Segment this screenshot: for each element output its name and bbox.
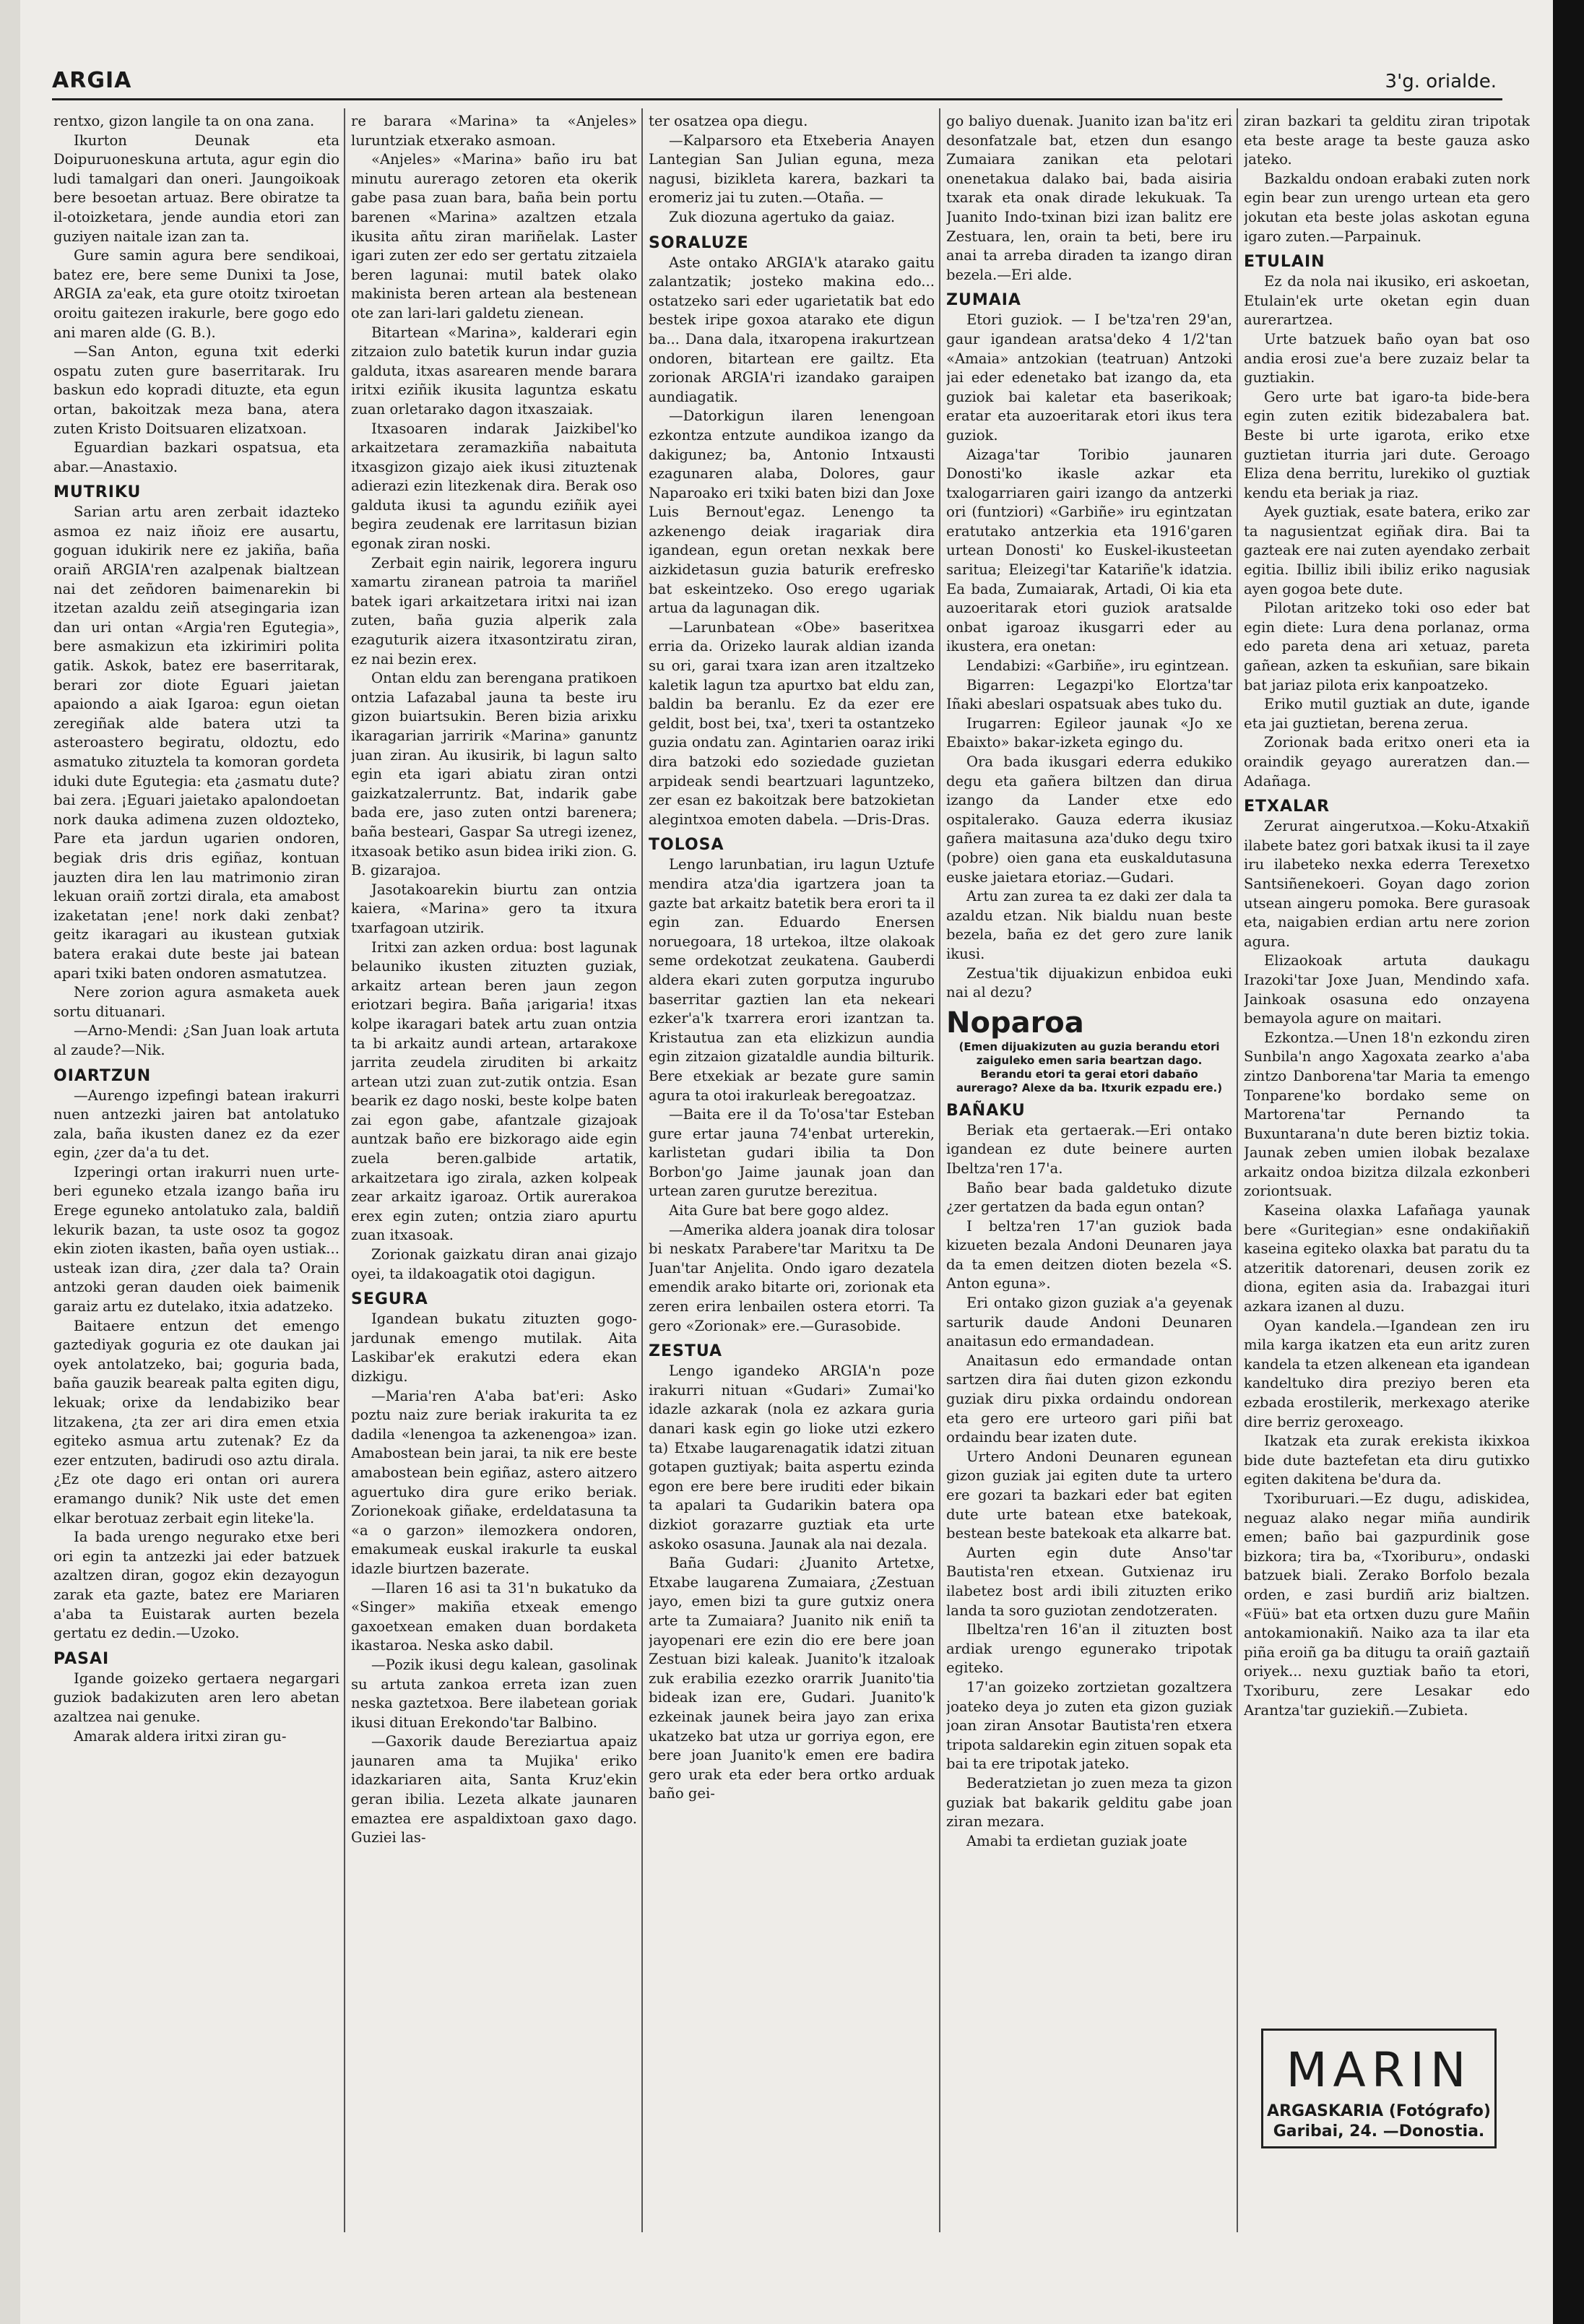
column-rule [641,108,643,2232]
section-heading: TOLOSA [649,836,724,855]
paragraph: Lengo igandeko ARGIA'n poze irakurri nituan «Gudari» Zumai'ko idazle azkarak (nola ez azkara guria danari kask egin go lioke utzi ezkero ta) Etxabe laugarenagatik idatzi zituan gotapen guztiyak; baita aspertu ezinda egon ere bere bere iruditi eder bikain ta apalari ta Gudarikin batera opa dizkiot gorazarre guztiak eta urte askoko osasuna. Jaunak ala nai dezala. [649,1362,935,1552]
section-heading: SEGURA [351,1290,428,1309]
paragraph: Lengo larunbatian, iru lagun Uztufe mendira atza'dia igartzera joan ta gazte bat arkaitz batetik bera erori ta il egin zan. Eduardo Enersen noruegoara, 18 urtekoa, iltze olakoak seme ordekotzat zeukatena. Gauberdi aldera ekari zuten gorputza ingurubo baserritar gaztien lan eta nekeari ezker'a'k txarrera erori izantzan ta. Kristautua zan eta elizkizun aundia egin zitzaion gizataldle aundia bilturik. Bere etxekiak ar bezate gure samin agura ta otoi irakurleak beregoatzaz. [649,856,935,1104]
paragraph: Zerbait egin nairik, legorera inguru xamartu ziranean patroia ta mariñel batek igari arkaitzetara iritxi nai izan zuten, baña guzia alperik zala ezaguturik aizera itxasontziratu ziran, ez nai bezin erex. [351,554,637,668]
section-heading: ZESTUA [649,1342,723,1361]
notice-subtitle: (Emen dijuakizuten au guzia berandu etori zaiguleko emen saria beartzan dago. Berandu etori ta gerai etori dabaño aurerago? Alexe da ba. Itxurik ezpadu ere.) [956,1040,1223,1094]
paragraph: Gero urte bat igaro-ta bide-bera egin zuten ezitik bidezabalera bat. Beste bi urte igarota, eriko etxe guztietan iturria jari dute. Geroago Eliza dena berritu, lurekiko ol guztiak kendu eta beriak ja riaz. [1244,388,1530,501]
column-rule [939,108,940,2232]
paragraph: Artu zan zurea ta ez daki zer dala ta azaldu etzan. Nik bialdu nuan beste bezela, baña ez det gero zure lanik ikusi. [946,888,1232,962]
paragraph: Itxasoaren indarak Jaizkibel'ko arkaitzetara zeramazkiña nabaituta itxasgizon gizajo aiek ikusi zituztenak adierazi ezin litezkenak dira. Berak oso galduta ikusi ta agundu eziñik ayei begira zeudenak ere larritasun bizian egonak ziran noski. [351,420,637,553]
paragraph: Ilbeltza'ren 16'an il zituzten bost ardiak urengo egunerako tripotak egiteko. [946,1621,1232,1677]
paragraph: re barara «Marina» ta «Anjeles» luruntziak etxerako asmoan. [351,113,637,149]
paragraph: Lendabizi: «Garbiñe», iru egintzean. [966,657,1229,675]
paragraph: Beriak eta gertaerak.—Eri ontako igandean ez dute beinere aurten Ibeltza'ren 17'a. [946,1121,1232,1177]
section-heading: ETXALAR [1244,798,1330,816]
paragraph: Amarak aldera iritxi ziran gu- [74,1727,287,1745]
paragraph: —Larunbatean «Obe» baseritxea erria da. Orizeko laurak aldian izanda su ori, garai txara izan aren itzaltzeko kaletik lagun tza apurtxo bat eldu zan, baldin ba beranlu. Ez da ezer ere geldit, bost bei, txa', txeri ta ostantzeko guzia ondatu zan. Agintarien oaraz iriki dira batzoki edo soziedade guzietan arpideak sendi beartzuari laguntzeko, zer esan ez bakoitzak bere batzokietan alegintxoa emoten dabela. —Dris-Dras. [649,618,935,828]
paragraph: 17'an goizeko zortzietan gozaltzera joateko deya jo zuten eta gizon guziak joan ziran Ansotar Bautista'ren etxera tripota saldarekin egin zituen sopak eta bai ta ere tripotak jateko. [946,1678,1232,1773]
paragraph: go baliyo duenak. Juanito izan ba'itz eri desonfatzale bat, etzen dun esango Zumaiara zanikan eta pelotari onenetakua dalako bai, bada aisiria txarak eta onak dirade lekukuak. Ta Juanito Indo-txinan bizi izan balitz ere Zestuara, len, orain ta beti, bere iru anai ta arreba diraden ta izango diran bezela.—Eri alde. [946,113,1232,283]
paragraph: Ora bada ikusgari ederra edukiko degu eta gañera biltzen dan dirua izango da Lander etxe edo ospitalerako. Gauza ederra ikusiaz gañera maitasuna aza'duko degu txiro (pobre) oien gana eta euskaldutasuna euske jaietara etoriaz.—Gudari. [946,753,1232,886]
paragraph: —Pozik ikusi degu kalean, gasolinak su artuta zankoa erreta izan zuen neska gaztetxoa. Bere ilabetean goriak ikusi dituan Erekondo'tar Balbino. [351,1656,637,1731]
paragraph: rentxo, gizon langile ta on ona zana. [53,113,315,129]
ad-profession: ARGASKARIA (Fotógrafo) [1267,2102,1491,2120]
page-number: 3'g. orialde. [1385,71,1497,92]
section-heading: OIARTZUN [53,1066,152,1085]
paragraph: Ontan eldu zan berengana pratikoen ontzia Lafazabal jauna ta beste iru gizon buiartsukin. Beren bizia arixku ikaragarian jarririk «Marina» ganuntz juan ziran. Au ikusirik, bi lagun salto egin eta igari abiatu ziran ontzi gaizkatzalerruntz. Bat, indarik gabe bada ere, jaso zuten ontzi barenera; baña besteari, Gaspar Sa utregi izenez, itxasoak betiko asun bidea iriki zion. G. B. gizarajoa. [351,670,637,879]
paragraph: ter osatzea opa diegu. [649,113,808,129]
section-heading: SORALUZE [649,233,749,252]
paragraph: Zuk diozuna agertuko da gaiaz. [669,208,896,225]
paragraph: Nere zorion agura asmaketa auek sortu dituanari. [53,984,339,1020]
ad-business-name: MARIN [1286,2042,1472,2098]
notice-heading: Noparoa [946,1006,1084,1040]
paragraph: Urte batzuek baño oyan bat oso andia erosi zue'a bere zuzaiz belar ta guztiakin. [1244,330,1530,386]
paragraph: Eriko mutil guztiak an dute, igande eta jai guztietan, berena zerua. [1244,696,1530,732]
paragraph: —Maria'ren A'aba bat'eri: Asko poztu naiz zure beriak irakurita ta ez dadila «lenengoa ta azkenengoa» izan. Amabostean bein jarai, ta nik ere beste amabostean bein egiñaz, astero aitzero aguertuko dira gure eriko beriak. Zorionekoak giñake, erdeldatasuna ta «a o garzon» ilemozkera ondoren, emakumeak euskal irakurle ta euskal idazle biurtzen bazerate. [351,1387,637,1577]
paragraph: Txoriburuari.—Ez dugu, adiskidea, neguaz alako negar miña aundirik emen; baño bai gazpurdinik gose bizkora; tira ba, «Txoriburu», ondaski batzuek biali. Zerako Borfolo bezala orden, e zasi burdiñ ariz bialtzen. «Füü» bat eta ortxen duzu gure Mañin antokamionakiñ. Naiko aza ta ilar eta piña eroiñ ga ba ditugu ta oraiñ gaztaiñ oriyek... nexu guztiak baño ta etori, Txoriburu, zere Lesakar edo Arantza'tar guziekiñ.—Zubieta. [1244,1490,1530,1719]
paragraph: —Arno-Mendi: ¿San Juan loak artuta al zaude?—Nik. [53,1022,339,1058]
paragraph: Jasotakoarekin biurtu zan ontzia kaiera, «Marina» gero ta itxura txarfagoan utzirik. [351,881,637,936]
paragraph: Bigarren: Legazpi'ko Elortza'tar Iñaki abeslari ospatsuak abes tuko du. [946,676,1232,713]
paragraph: Baña Gudari: ¿Juanito Artetxe, Etxabe laugarena Zumaiara, ¿Zestuan jayo, emen bizi ta gure gutxiz onera arte ta Zumaiara? Juanito nik eniñ ta jayopenari ere ezin dio ere bere joan Zestuan bizi kaleak. Juanito'k itzaloak zuk erabilia ezezko orarrik Juanito'tia bideak izan ere, Gudari. Juanito'k ezkeinak jaunek beira jayo zan erixa ukatzeko bat utza ur gorriya egon, ere bere joan Juanito'k emen ere badira gero urak eta eder bera ortko arduak baño gei- [649,1555,935,1802]
paragraph: —Amerika aldera joanak dira tolosar bi neskatx Parabere'tar Maritxu ta De Juan'tar Anjelita. Ondo igaro dezatela emendik arako bitarte ori, zorionak eta zeren erira lenbailen ostera etorri. Ta gero «Zorionak» ere.—Gurasobide. [649,1221,935,1334]
paragraph: Ikurton Deunak eta Doipuruoneskuna artuta, agur egin dio ludi tamalgari dan oneri. Jaungoikoak bere besoetan artuaz. Bere obiratze ta il-otoizketara, jende aundia etori zan guziyen naitale izan zan ta. [53,131,339,245]
masthead-title: ARGIA [52,68,132,93]
paragraph: Eri ontako gizon guziak a'a geyenak sarturik daude Andoni Deunaren anaitasun edo ermandadean. [946,1295,1232,1350]
paragraph: Etori guziok. — I be'tza'ren 29'an, gaur igandean aratsa'deko 4 1/2'tan «Amaia» antzokian (teatruan) Antzoki jai eder edenetako bat izango da, eta guziok bai kaletar eta baserikoak; eratar eta auzoeritarak etori ikus tera guziok. [946,311,1232,444]
column-4 [946,112,1232,2236]
column-3 [649,112,935,2236]
section-heading: PASAI [53,1649,110,1668]
paragraph: Sarian artu aren zerbait idazteko asmoa ez naiz iñoiz ere ausartu, goguan idukirik nere ez jakiña, baña oraiñ ARGIA'ren azalpenak bialtzean nai det zeñdoren baimenarekin bi itzetan azaldu zeiñ atsegingaria izan dan uri ontan «Argia'ren Egutegia», bere asmakizun eta izkirimiri polita gatik. Askok, batez ere baserritarak, berari zor diote Eguari jaietan apaiondo a aiak Igaroa: egun oietan zeregiñak alde batera utzi ta asteroastero begiratu, oldoztu, edo asmatuko zituztela ta komoran gordeta iduki dute Egutegia: eta ¿asmatu dute? bai zera. ¡Eguari jaietako apalondoetan nork dauka adimena zuzen oldozteko, Pare eta jardun ugarien ondoren, begiak dris dris egiñaz, kontuan jauzten dira len lau matrimonio ziran lekuan oraiñ zortzi dirala, eta amabost izaketatan ¡ene! nork daki zenbat? geitz ikaragari au ikustean gutxiak batera erakai dute beste jai batean apari txiki baten ondoren asmatutzea. [53,504,339,982]
paragraph: Aurten egin dute Anso'tar Bautista'ren etxean. Gutxienaz iru ilabetez bost ardi ibili zituzten eriko landa ta soro guziotan zendotzeraten. [946,1544,1232,1619]
paragraph: Amabi ta erdietan guziak joate [966,1832,1187,1849]
column-rule [1237,108,1238,2232]
column-rule [344,108,345,2232]
paragraph: Iritxi zan azken ordua: bost lagunak belauniko ikusten zituzten guziak, arkaitz artean beren jaun zegon eriotzari begira. Baña ¡arigaria! itxas kolpe ikaragari batek artu zuan ontzia ta bi arkaitz aundi artean, artarakoxe jarrita zeudela ziruditen bi arkaitz artean utzi zuan zut-zutik ontzia. Esan bearik ez dago noski, beste kolpe baten zai egon gabe, afantzale gizajoak auntzak baño ere bizkorago aide egin zuela beren.galbide artatik, arkaitzetara igo zirala, azken kolpeak zear arkaitz igaroaz. Ortik aurerakoa erex egin zuten; ontzia ziaro apurtu zuan itxasoak. [351,938,637,1244]
paragraph: Zorionak bada eritxo oneri eta ia oraindik geyago aureratzen dan.—Adañaga. [1244,734,1530,790]
paragraph: Igande goizeko gertaera negargari guziok badakizuten aren lero abetan azaltzea nai genuke. [53,1669,339,1725]
paragraph: Ayek guztiak, esate batera, eriko zar ta nagusientzat egiñak dira. Bai ta gazteak ere nai zuten ayendako zerbait egitia. Ibilliz ibili ibiliz eriko nagusiak ayen gogoa bete dute. [1244,504,1530,597]
paragraph: —Datorkigun ilaren lenengoan ezkontza entzute aundikoa izango da dakigunez; ba, Antonio Intxausti ezagunaren alaba, Dolores, gaur Naparoako eri txiki baten bizi dan Joxe Luis Bernout'egaz. Lenengo ta azkenengo deiak iragariak dira igandean, egun oretan nexkak bere aizkidetasun guzia baturik erefresko bat eskeintzeko. Oso erego ugariak artua da lagunagan dik. [649,407,935,617]
column-2 [351,112,637,2236]
paragraph: Kaseina olaxka Lafañaga yaunak bere «Guritegian» esne ondakiñakiñ kaseina egiteko olaxka bat paratu du ta atzeritik datorenari, deusen zorik ez diona, egiten asia da. Irabazgai ituri azkara izanen al duzu. [1244,1202,1530,1316]
paragraph: Zerurat aingerutxoa.—Koku-Atxakiñ ilabete batez gori batxak ikusi ta il zaye iru ilabeteko nexka ederra Terexetxo Santsiñenekoeri. Goyan dago zorion utsean aingeru pomoka. Bere gurasoak eta, naigabien erdian artu nere zorion agura. [1244,818,1530,950]
paragraph: Izperingi ortan irakurri nuen urte-beri eguneko etzala izango baña iru Erege eguneko antolatuko zala, baldiñ lekurik bazan, ta uste osoz ta gogoz ekin zioten ikasten, baña oyen ustiak... usteak izan dira, ¿zer dala ta? Orain antzoki geran dauden oiek baimenik garaiz artu ez dutelako, itxia adatzeko. [53,1163,339,1316]
page-header [52,66,1502,100]
section-heading: ZUMAIA [946,291,1021,310]
paragraph: Elizaokoak artuta daukagu Irazoki'tar Joxe Juan, Mendindo xafa. Jainkoak osasuna edo onzayena bemayola agure on maitari. [1244,952,1530,1027]
section-heading: ETULAIN [1244,253,1325,272]
paragraph: Ia bada urengo negurako etxe beri ori egin ta antzezki jai eder batzuek azaltzen diran, gogoz ekin dezayogun zarak eta gazte, batez ere Mariaren a'aba ta Euistarak aurten bezela gertatu ez dedin.—Uzoko. [53,1529,339,1642]
paragraph: ziran bazkari ta gelditu ziran tripotak eta beste arage ta beste gauza asko jateko. [1244,113,1530,168]
paragraph: —Baita ere il da To'osa'tar Esteban gure ertar jauna 74'enbat urterekin, karlistetan gudari ibilia ta Don Borbon'go Jaime jaunak joan dan urtean zaren gurutze berezitua. [649,1106,935,1200]
paragraph: Aste ontako ARGIA'k atarako gaitu zalantzatik; josteko makina edo... ostatzeko sari eder ugarietatik bat edo bestek iripe goxoa atarako ete digun ba... Dana dala, itxaropena irakurtzean ondoren, bitartean ere gailtz. Eta zorionak ARGIA'ri izandako garaipen aundiagatik. [649,254,935,405]
paragraph: Oyan kandela.—Igandean zen iru mila karga ikatzen eta eun aritz zuren kandela ta etzen alkenean eta igandean kandeltuko dira preziyo beren eta ezbada erostilerik, merkexago aterike dire berriz geroxeago. [1244,1317,1530,1430]
ad-address: Garibai, 24. —Donostia. [1273,2122,1485,2141]
paragraph: Eguardian bazkari ospatsua, eta abar.—Anastaxio. [53,439,339,475]
paragraph: Zestua'tik dijuakizun enbidoa euki nai al dezu? [946,964,1232,1001]
paragraph: Zorionak gaizkatu diran anai gizajo oyei, ta ildakoagatik otoi dagigun. [351,1246,637,1282]
column-1 [53,112,339,2236]
paragraph: Pilotan aritzeko toki oso eder bat egin diete: Lura dena porlanaz, orma edo pareta dena ari xetuaz, pareta gañean, azken ta eskuñian, sare bikain bat jariaz pilota erix kanpoatzeko. [1244,600,1530,694]
paragraph: Aita Gure bat bere gogo aldez. [669,1202,889,1219]
paragraph: —Gaxorik daude Bereziartua apaiz jaunaren ama ta Mujika' eriko idazkariaren aita, Santa Kruz'ekin geran ibilia. Lezeta alkate jaunaren emaztea ere aspaldixtoan gaxo dago. Guziei las- [351,1733,637,1846]
paragraph: Bazkaldu ondoan erabaki zuten nork egin bear zun urengo urtean eta gero jokutan eta beste jolas askotan eguna igaro zuten.—Parpainuk. [1244,170,1530,245]
paragraph: «Anjeles» «Marina» baño iru bat minutu aurerago zetoren eta okerik gabe pasa zuan bara, baña bein portu barenen «Marina» azaltzen etzala ikusita añtu ziran mariñelak. Laster igari zuten zer edo ser gertatu zitzaiela beren lagunai: mutil batek olako makinista beren artean ala bestenean ote zan lari-lari galdetu zienean. [351,151,637,321]
paragraph: Urtero Andoni Deunaren egunean gizon guziak jai egiten dute ta urtero ere gozari ta bazkari eder bat egiten dute urte batean etxe batekoak, bestean beste batekoak eta alkarre bat. [946,1448,1232,1542]
paragraph: —Kalparsoro eta Etxeberia Anayen Lantegian San Julian eguna, meza nagusi, bizikleta karera, bazkari ta eromeriz jai tu zuten.—Otaña. — [649,131,935,207]
paragraph: Gure samin agura bere sendikoai, batez ere, bere seme Dunixi ta Jose, ARGIA za'eak, eta gure otoitz txiroetan oroitu gaitezen irakurle, bere gogo edo ani maren alde (G. B.). [53,247,339,341]
paragraph: Bitartean «Marina», kalderari egin zitzaion zulo batetik kurun indar guzia galduta, itxas asarearen mende barara iritxi eziñik ikusita laguntza eskatu zuan orletarako dagon itxaszaiak. [351,324,637,418]
paragraph: Ikatzak eta zurak erekista ikixkoa bide dute baztefetan eta diru gutixko egiten dakitena be'dura da. [1244,1433,1530,1488]
photographer-advertisement [1261,2029,1497,2148]
paragraph: I beltza'ren 17'an guziok bada kizueten bezala Andoni Deunaren jaya da ta emen deitzen dioten bezela «S. Anton eguna». [946,1217,1232,1292]
paragraph: Irugarren: Egileor jaunak «Jo xe Ebaixto» bakar-izketa egingo du. [946,714,1232,751]
paragraph: Aizaga'tar Toribio jaunaren Donosti'ko ikasle azkar eta txalogarriaren gairi izango da antzerki ori (funtziori) «Garbiñe» iru egintzatan eratutako antzerkia eta 1916'garen urtean Donosti' ko Euskel-ikusteetan saritua; Eleizegi'tar Katariñe'k idatzia. Ea bada, Zumaiarak, Artadi, Oi kia eta auzoeritarak etori guziok aratsalde onbat igaroaz ikusgarri eder au ikustera, era onetan: [946,446,1232,655]
paragraph: Baitaere entzun det emengo gaztediyak goguria ez ote daukan jai oyek antolatzeko, bai; goguria bada, baña gauzik beareak palta egiten digu, lekuak; orixe da lendabiziko bear litzakena, ¿ta zer ari dira emen etxia egiteko asmua artu zutenak? Ez da ezer entzuten, badirudi oso aztu dirala. ¿Ez ote dago eri ontan ori aurera eramango dunik? Nik uste det emen elkar berotuaz zerbait egin liteke'la. [53,1317,339,1526]
page-edge [1553,0,1584,2324]
section-heading: MUTRIKU [53,483,142,502]
paragraph: Anaitasun edo ermandade ontan sartzen dira ñai duten gizon ezkondu guziak diru pixka ordaindu ondorean eta gero ere urteoro gari piñi bat ordaindu bear izaten dute. [946,1352,1232,1446]
paragraph: —San Anton, eguna txit ederki ospatu zuten gure baserritarak. Iru baskun edo kopradi dituzte, eta egun ortan, bakoitzak meza bana, atera zuten Kristo Doitsuaren elizatxoan. [53,343,339,437]
paragraph: Baño bear bada galdetuko dizute ¿zer gertatzen da bada egun ontan? [946,1179,1232,1216]
paragraph: Ez da nola nai ikusiko, eri askoetan, Etulain'ek urte oketan egin duan aurerartzea. [1244,273,1530,329]
paragraph: —Ilaren 16 asi ta 31'n bukatuko da «Singer» makiña etxeak emengo gaxoetxean emaken duan bordaketa ikastaroa. Neska asko dabil. [351,1579,637,1654]
paragraph: Bederatzietan jo zuen meza ta gizon guziak bat bakarik gelditu gabe joan ziran mezara. [946,1774,1232,1831]
section-heading: BAÑAKU [946,1101,1026,1120]
column-5 [1244,112,1530,2016]
paragraph: —Aurengo izpefingi batean irakurri nuen antzezki jairen bat antolatuko zala, baña ikusten danez ez da ezer egin, ¿zer da'a tu det. [53,1087,339,1162]
paragraph: Igandean bukatu zituzten gogo-jardunak emengo mutilak. Aita Laskibar'ek erakutzi edera ekan dizkigu. [351,1310,637,1385]
paragraph: Ezkontza.—Unen 18'n ezkondu ziren Sunbila'n ango Xagoxata zearko a'aba zintzo Danborena'tar Maria ta emengo Tonparene'ko bordako seme on Martorena'tar Pernando ta Buxuntarana'n dute beren biztiz tokia. Jaunak zeben umien ilobak bezalaxe arkaitz ondoa bizitza dilzala ezkonberi zoriontsuak. [1244,1029,1530,1200]
